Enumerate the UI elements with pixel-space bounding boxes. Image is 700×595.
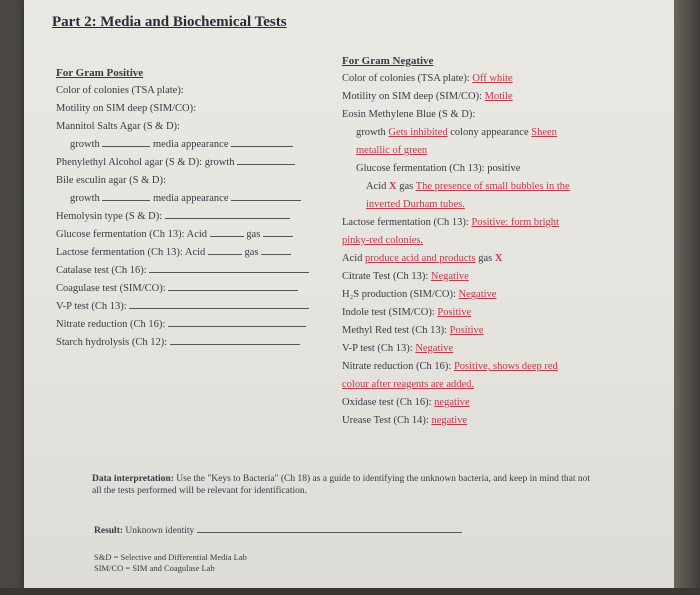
- mannitol-label: Mannitol Salts Agar (S & D):: [56, 121, 180, 132]
- urease-answer: negative: [431, 415, 468, 426]
- glucose-label: Glucose fermentation (Ch 13): Acid: [56, 229, 208, 240]
- msa-growth-blank[interactable]: [102, 136, 150, 147]
- gram-positive-header: For Gram Positive: [56, 67, 144, 79]
- neg-vp-label: V-P test (Ch 13):: [342, 343, 413, 354]
- lactose-gas-label: gas: [244, 247, 259, 258]
- data-interpretation-text: Use the "Keys to Bacteria" (Ch 18) as a guide to identifying the unknown bacteria, and keep in mind that not all the tests performed will be relevant for identification.: [92, 474, 591, 496]
- glucose-gas-label: gas: [246, 229, 261, 240]
- neg-nitrate-answer-cont: colour after reagents are added.: [342, 379, 475, 390]
- bile-esculin-label: Bile esculin agar (S & D):: [56, 175, 166, 186]
- neg-glucose-acid-label: Acid: [366, 181, 387, 192]
- indole-label: Indole test (SIM/CO):: [342, 307, 435, 318]
- methyl-red-label: Methyl Red test (Ch 13):: [342, 325, 447, 336]
- lactose-gas-blank[interactable]: [261, 244, 291, 255]
- lactose-label: Lactose fermentation (Ch 13): Acid: [56, 247, 206, 258]
- nitrate-blank[interactable]: [168, 316, 306, 327]
- neg-colonies-answer: Off white: [472, 73, 513, 84]
- neg-lactose-answer-cont: pinky-red colonies.: [342, 235, 424, 246]
- msa-media-blank[interactable]: [231, 136, 293, 147]
- be-media-label: media appearance: [153, 193, 229, 204]
- neg-lactose-answer: Positive: form bright: [471, 217, 559, 228]
- neg-glucose-gas-label: gas: [399, 181, 414, 192]
- neg-lactose-label: Lactose fermentation (Ch 13):: [342, 217, 469, 228]
- oxidase-answer: negative: [434, 397, 470, 408]
- catalase-blank[interactable]: [149, 262, 309, 273]
- footnote-simco: SIM/CO = SIM and Coagulase Lab: [94, 563, 215, 573]
- gram-negative-column: [342, 52, 632, 430]
- background-surface-bottom: [0, 588, 700, 595]
- nitrate-label: Nitrate reduction (Ch 16):: [56, 319, 166, 330]
- neg-lactose-acid-label: Acid: [342, 253, 363, 264]
- catalase-label: Catalase test (Ch 16):: [56, 265, 147, 276]
- emb-colony-answer-cont: metallic of green: [356, 145, 428, 156]
- result-label: Result:: [94, 526, 124, 536]
- be-media-blank[interactable]: [231, 190, 301, 201]
- gram-negative-header: For Gram Negative: [342, 55, 434, 67]
- urease-label: Urease Test (Ch 14):: [342, 415, 429, 426]
- hemolysin-label: Hemolysin type (S & D):: [56, 211, 163, 222]
- vp-label: V-P test (Ch 13):: [56, 301, 127, 312]
- be-growth-blank[interactable]: [102, 190, 150, 201]
- starch-label: Starch hydrolysis (Ch 12):: [56, 337, 168, 348]
- motility-label: Motility on SIM deep (SIM/CO):: [56, 103, 197, 114]
- neg-glucose-acid-mark: X: [389, 181, 397, 192]
- gram-positive-column: [56, 64, 316, 352]
- page-title: Part 2: Media and Biochemical Tests: [52, 14, 287, 30]
- coagulase-blank[interactable]: [168, 280, 298, 291]
- citrate-label: Citrate Test (Ch 13):: [342, 271, 429, 282]
- lactose-acid-blank[interactable]: [208, 244, 242, 255]
- emb-growth-label: growth: [356, 127, 386, 138]
- coagulase-label: Coagulase test (SIM/CO):: [56, 283, 166, 294]
- pea-blank[interactable]: [237, 154, 295, 165]
- msa-growth-label: growth: [70, 139, 100, 150]
- neg-motility-answer: Motile: [484, 91, 513, 102]
- data-interpretation-label: Data interpretation:: [92, 474, 174, 484]
- result-line: [94, 522, 462, 536]
- footnote-sd: S&D = Selective and Differential Media Lab: [94, 552, 247, 562]
- neg-colonies-label: Color of colonies (TSA plate):: [342, 73, 470, 84]
- footnotes: [94, 552, 247, 574]
- methyl-red-answer: Positive: [449, 325, 484, 336]
- h2s-label: H₂S production (SIM/CO):: [342, 289, 456, 300]
- pea-label: Phenylethyl Alcohol agar (S & D): growth: [56, 157, 235, 168]
- neg-lactose-gas-label: gas: [478, 253, 493, 264]
- vp-blank[interactable]: [129, 298, 309, 309]
- emb-label: Eosin Methylene Blue (S & D):: [342, 109, 476, 120]
- neg-glucose-label: Glucose fermentation (Ch 13): positive: [356, 163, 521, 174]
- neg-glucose-gas-answer: The presence of small bubbles in the: [415, 181, 570, 192]
- oxidase-label: Oxidase test (Ch 16):: [342, 397, 432, 408]
- neg-vp-answer: Negative: [415, 343, 454, 354]
- msa-media-label: media appearance: [153, 139, 229, 150]
- neg-nitrate-label: Nitrate reduction (Ch 16):: [342, 361, 452, 372]
- neg-nitrate-answer: Positive, shows deep red: [453, 361, 558, 372]
- colonies-label: Color of colonies (TSA plate):: [56, 85, 184, 96]
- starch-blank[interactable]: [170, 334, 300, 345]
- neg-glucose-gas-answer-cont: inverted Durham tubes.: [366, 199, 465, 210]
- data-interpretation: [92, 473, 592, 497]
- glucose-gas-blank[interactable]: [263, 226, 293, 237]
- background-surface: [674, 0, 700, 595]
- neg-motility-label: Motility on SIM deep (SIM/CO):: [342, 91, 483, 102]
- citrate-answer: Negative: [430, 271, 469, 282]
- result-blank[interactable]: [197, 522, 462, 533]
- neg-lactose-gas-mark: X: [494, 253, 503, 264]
- emb-growth-answer: Gets inhibited: [388, 127, 448, 138]
- result-text: Unknown identity: [125, 526, 195, 536]
- neg-lactose-acid-answer: produce acid and products: [365, 253, 476, 264]
- emb-colony-answer: Sheen: [531, 127, 557, 138]
- emb-colony-label: colony appearance: [450, 127, 529, 138]
- hemolysin-blank[interactable]: [165, 208, 290, 219]
- glucose-acid-blank[interactable]: [210, 226, 244, 237]
- h2s-answer: Negative: [458, 289, 497, 300]
- be-growth-label: growth: [70, 193, 100, 204]
- indole-answer: Positive: [437, 307, 472, 318]
